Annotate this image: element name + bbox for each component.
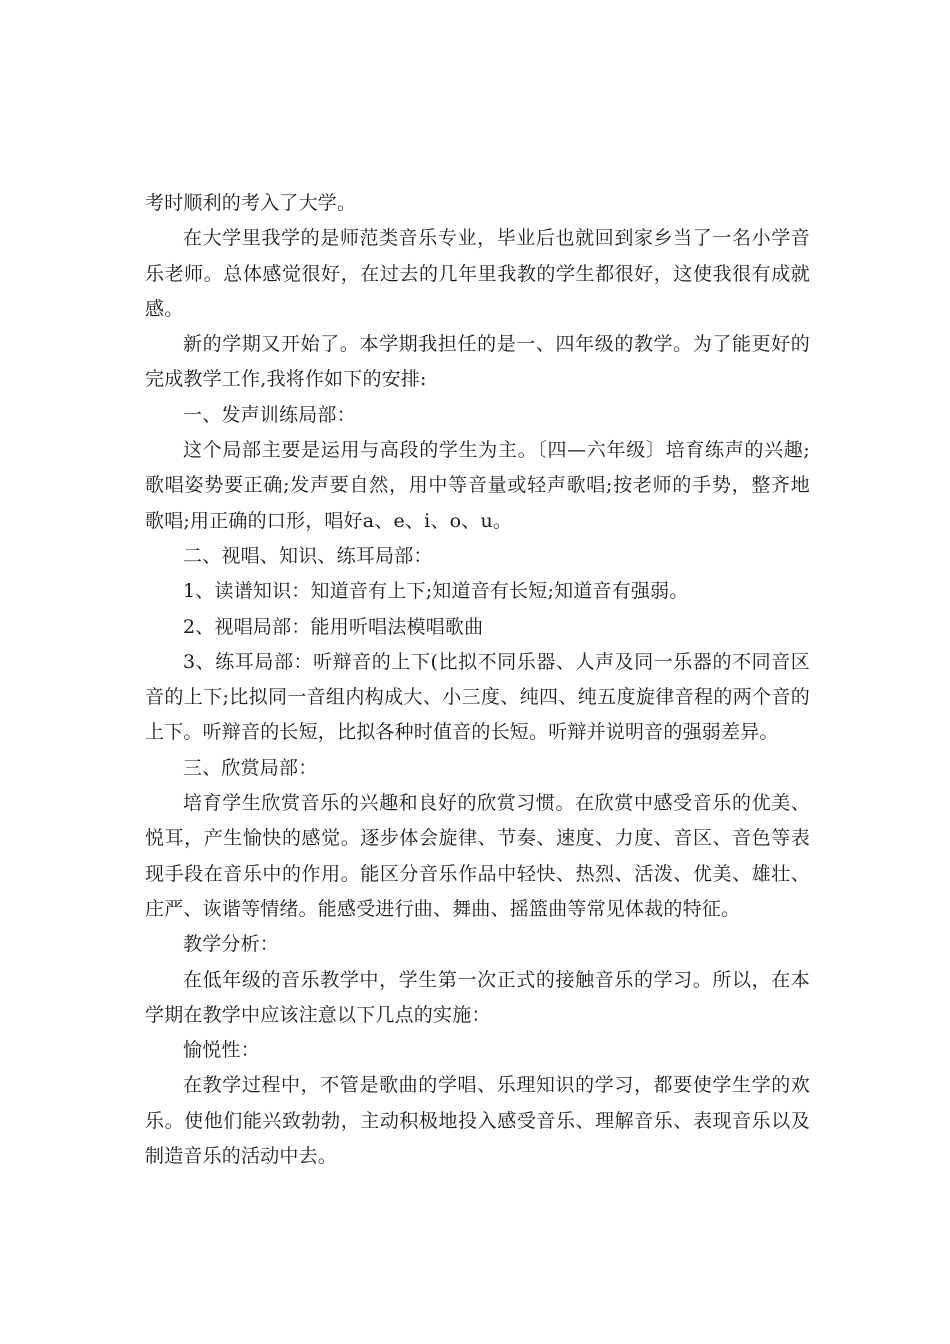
section-heading: 二、视唱、知识、练耳局部： xyxy=(183,544,433,567)
list-item: 2、视唱局部：能用听唱法模唱歌曲 xyxy=(183,615,484,638)
paragraph: 在教学过程中，不管是歌曲的学唱、乐理知识的学习，都要使学生学的欢乐。使他们能兴致勃勃，主动积极地投入感受音乐、理解音乐、表现音乐以及制造音乐的活动中去。 xyxy=(145,1074,810,1168)
document-body xyxy=(145,186,810,1174)
list-item: 1、读谱知识：知道音有上下;知道音有长短;知道音有强弱。 xyxy=(183,580,689,603)
paragraph: 培育学生欣赏音乐的兴趣和良好的欣赏习惯。在欣赏中感受音乐的优美、悦耳，产生愉快的感觉。逐步体会旋律、节奏、速度、力度、音区、音色等表现手段在音乐中的作用。能区分音乐作品中轻快、热烈、活泼、优美、雄壮、庄严、诙谐等情绪。能感受进行曲、舞曲、摇篮曲等常见体裁的特征。 xyxy=(145,792,810,920)
section-heading: 愉悦性： xyxy=(183,1039,260,1062)
paragraph: 考时顺利的考入了大学。 xyxy=(145,192,357,214)
paragraph: 新的学期又开始了。本学期我担任的是一、四年级的教学。为了能更好的完成教学工作,我将作如下的安排: xyxy=(145,333,810,391)
list-item: 3、练耳局部：听辩音的上下(比拟不同乐器、人声及同一乐器的不同音区音的上下;比拟同一音组内构成大、小三度、纯四、纯五度旋律音程的两个音的上下。听辩音的长短，比拟各种时值音的长短。听辩并说明音的强弱差异。 xyxy=(145,650,810,744)
paragraph: 在大学里我学的是师范类音乐专业，毕业后也就回到家乡当了一名小学音乐老师。总体感觉很好，在过去的几年里我教的学生都很好，这使我很有成就感。 xyxy=(145,227,810,320)
section-heading: 一、发声训练局部： xyxy=(183,403,356,426)
paragraph: 在低年级的音乐教学中，学生第一次正式的接触音乐的学习。所以，在本学期在教学中应该注意以下几点的实施： xyxy=(145,968,810,1026)
paragraph: 这个局部主要是运用与高段的学生为主。〔四—六年级〕培育练声的兴趣;歌唱姿势要正确;发声要自然，用中等音量或轻声歌唱;按老师的手势，整齐地歌唱;用正确的口形，唱好a、e、i、o、u。 xyxy=(145,439,810,532)
section-heading: 三、欣赏局部： xyxy=(183,756,318,779)
section-heading: 教学分析： xyxy=(183,933,280,956)
